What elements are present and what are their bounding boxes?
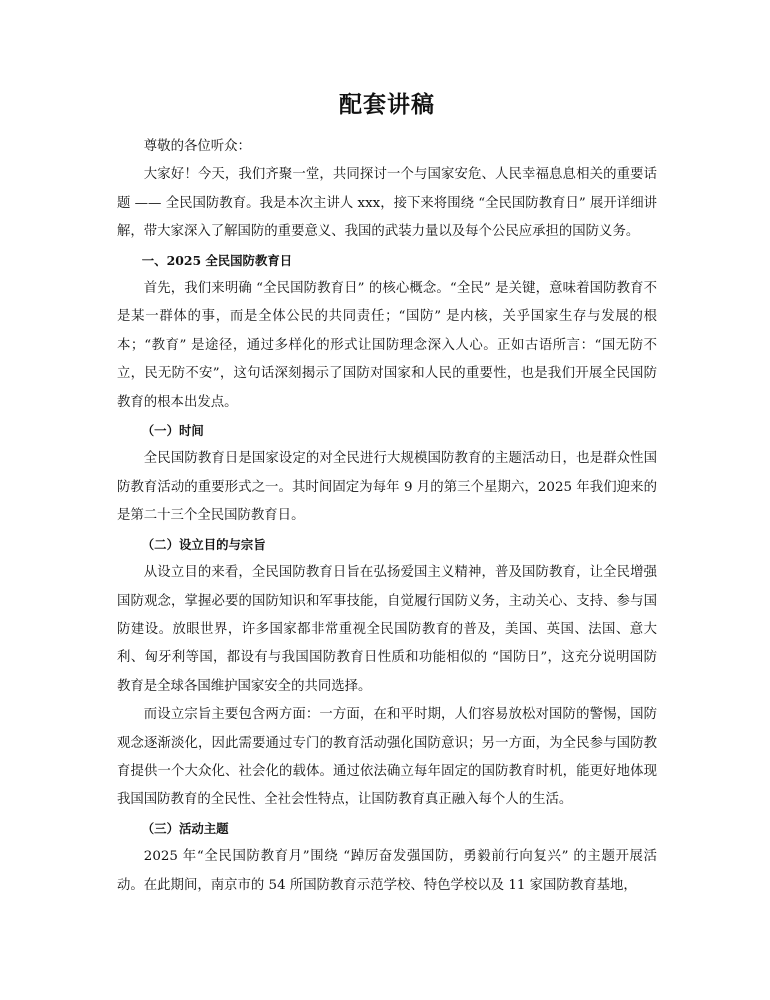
section-heading-1: 一、2025 全民国防教育日 bbox=[141, 252, 293, 268]
subsection-purpose-paragraph-2: 而设立宗旨主要包含两方面：一方面，在和平时期，人们容易放松对国防的警惕，国防观念逐渐淡化，因此需要通过专门的教育活动强化国防意识；另一方面，为全民参与国防教育提供一个大众化、社会化的载体。通过依法确立每年固定的国防教育时机，能更好地体现我国国防教育的全民性、全社会性特点，让国防教育真正融入每个人的生活。 bbox=[117, 707, 657, 808]
subsection-heading-purpose: （二）设立目的与宗旨 bbox=[141, 536, 266, 552]
subsection-theme-paragraph: 2025 年“全民国防教育月”围绕 “踔厉奋发强国防，勇毅前行向复兴” 的主题开展活动。在此期间，南京市的 54 所国防教育示范学校、特色学校以及 11 家国防教育基地， bbox=[117, 849, 657, 893]
salutation: 尊敬的各位听众： bbox=[143, 139, 251, 154]
subsection-heading-theme: （三）活动主题 bbox=[141, 820, 229, 836]
intro-paragraph: 大家好！今天，我们齐聚一堂，共同探讨一个与国家安危、人民幸福息息相关的重要话题 —— 全民国防教育。我是本次主讲人 xxx，接下来将围绕 “全民国防教育日” 展开详细讲解，带大家深入了解国防的重要意义、我国的武装力量以及每个公民应承担的国防义务。 bbox=[117, 167, 657, 240]
document-title: 配套讲稿 bbox=[339, 91, 435, 118]
subsection-purpose-paragraph-1: 从设立目的来看，全民国防教育日旨在弘扬爱国主义精神，普及国防教育，让全民增强国防观念，掌握必要的国防知识和军事技能，自觉履行国防义务，主动关心、支持、参与国防建设。放眼世界，许多国家都非常重视全民国防教育的普及，美国、英国、法国、意大利、匈牙利等国，都设有与我国国防教育日性质和功能相似的 “国防日”，这充分说明国防教育是全球各国维护国家安全的共同选择。 bbox=[117, 565, 657, 694]
subsection-time-paragraph: 全民国防教育日是国家设定的对全民进行大规模国防教育的主题活动日，也是群众性国防教育活动的重要形式之一。其时间固定为每年 9 月的第三个星期六，2025 年我们迎来的是第二十三个全民国防教育日。 bbox=[117, 451, 657, 524]
document-body bbox=[117, 86, 657, 900]
subsection-heading-time: （一）时间 bbox=[141, 423, 204, 439]
section-1-paragraph: 首先，我们来明确 “全民国防教育日” 的核心概念。“全民” 是关键，意味着国防教育不是某一群体的事，而是全体公民的共同责任；“国防” 是内核，关乎国家生存与发展的根本；“教育” 是途径，通过多样化的形式让国防理念深入人心。正如古语所言：“国无防不立，民无防不安”，这句话深刻揭示了国防对国家和人民的重要性，也是我们开展全民国防教育的根本出发点。 bbox=[117, 281, 657, 410]
